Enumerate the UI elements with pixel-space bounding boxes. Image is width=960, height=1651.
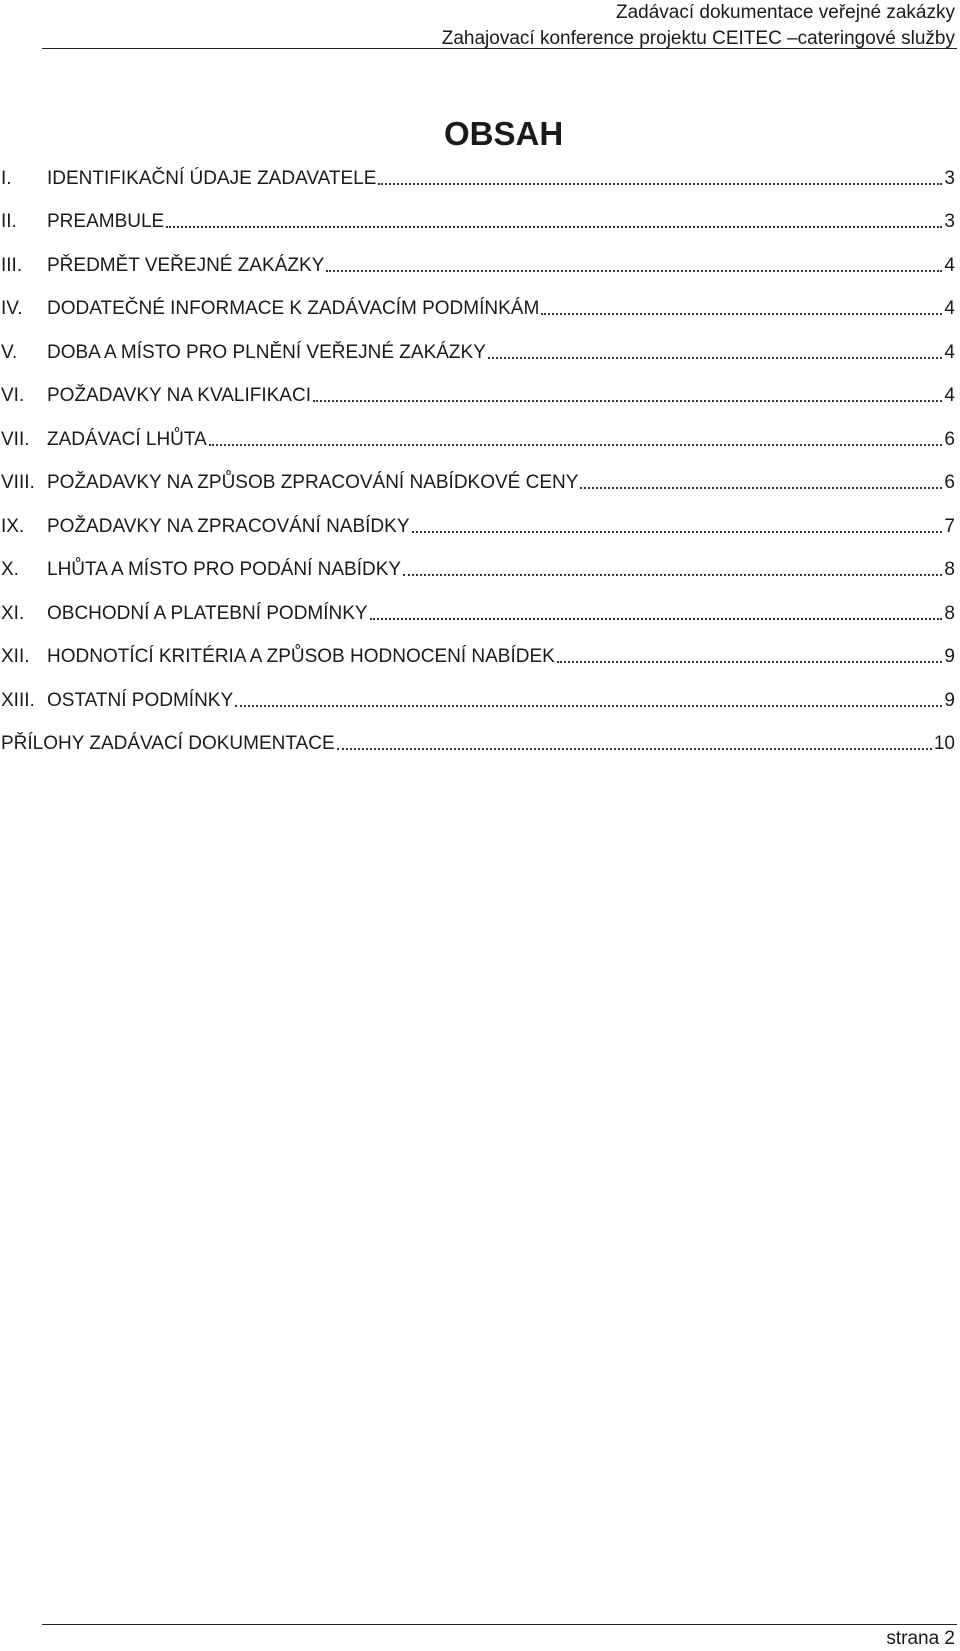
toc-entry-label: POŽADAVKY NA KVALIFIKACI bbox=[47, 385, 311, 407]
toc-entry-page: 4 bbox=[944, 298, 955, 320]
toc-dot-leader bbox=[488, 357, 943, 359]
toc-entry-number: XIII. bbox=[1, 689, 35, 711]
toc-entry-10[interactable] bbox=[0, 549, 955, 593]
toc-entry-page: 6 bbox=[944, 472, 955, 494]
toc-dot-leader bbox=[412, 531, 943, 533]
toc-entry-label: ZADÁVACÍ LHŮTA bbox=[47, 428, 207, 450]
toc-entry-number: VI. bbox=[1, 385, 25, 407]
toc-entry-1[interactable] bbox=[0, 157, 955, 201]
toc-entry-label: LHŮTA A MÍSTO PRO PODÁNÍ NABÍDKY bbox=[47, 559, 402, 581]
footer-divider bbox=[42, 1624, 957, 1625]
toc-entry-label: POŽADAVKY NA ZPŮSOB ZPRACOVÁNÍ NABÍDKOVÉ CENY bbox=[47, 472, 579, 494]
toc-entry-page: 4 bbox=[944, 385, 955, 407]
toc-entry-page: 9 bbox=[944, 646, 955, 668]
toc-entry-label: PREAMBULE bbox=[47, 211, 165, 233]
toc-dot-leader bbox=[580, 487, 942, 489]
toc-dot-leader bbox=[403, 574, 942, 576]
toc-entry-page: 10 bbox=[933, 733, 955, 755]
toc-entry-12[interactable] bbox=[0, 636, 955, 680]
toc-entry-4[interactable] bbox=[0, 288, 955, 332]
table-of-contents bbox=[0, 157, 955, 766]
toc-dot-leader bbox=[378, 183, 942, 185]
page-number: strana 2 bbox=[886, 1628, 955, 1649]
toc-entry-5[interactable] bbox=[0, 331, 955, 375]
toc-entry-page: 9 bbox=[944, 689, 955, 711]
toc-entry-label: IDENTIFIKAČNÍ ÚDAJE ZADAVATELE bbox=[47, 167, 377, 189]
toc-entry-label: PŘÍLOHY ZADÁVACÍ DOKUMENTACE bbox=[1, 733, 335, 755]
toc-entry-label: OBCHODNÍ A PLATEBNÍ PODMÍNKY bbox=[47, 602, 368, 624]
toc-entry-label: DOBA A MÍSTO PRO PLNĚNÍ VEŘEJNÉ ZAKÁZKY bbox=[47, 341, 486, 363]
toc-entry-page: 4 bbox=[944, 254, 955, 276]
toc-entry-number: I. bbox=[1, 167, 12, 189]
toc-entry-label: HODNOTÍCÍ KRITÉRIA A ZPŮSOB HODNOCENÍ NABÍDEK bbox=[47, 646, 555, 668]
header-project-title: Zahajovací konference projektu CEITEC –cateringové služby bbox=[441, 28, 955, 49]
toc-entry-page: 7 bbox=[944, 515, 955, 537]
toc-entry-3[interactable] bbox=[0, 244, 955, 288]
toc-entry-number: IX. bbox=[1, 515, 25, 537]
toc-entry-page: 8 bbox=[944, 602, 955, 624]
toc-entry-9[interactable] bbox=[0, 505, 955, 549]
toc-dot-leader bbox=[313, 400, 942, 402]
toc-dot-leader bbox=[235, 705, 942, 707]
toc-entry-number: XI. bbox=[1, 602, 25, 624]
toc-entry-label: PŘEDMĚT VEŘEJNÉ ZAKÁZKY bbox=[47, 254, 325, 276]
toc-dot-leader bbox=[337, 748, 932, 750]
toc-entry-number: II. bbox=[1, 211, 17, 233]
toc-entry-2[interactable] bbox=[0, 201, 955, 245]
toc-dot-leader bbox=[326, 270, 942, 272]
toc-dot-leader bbox=[557, 661, 943, 663]
toc-entry-page: 3 bbox=[944, 211, 955, 233]
toc-entry-7[interactable] bbox=[0, 418, 955, 462]
header-document-title: Zadávací dokumentace veřejné zakázky bbox=[615, 2, 955, 23]
toc-entry-number: VIII. bbox=[1, 472, 35, 494]
toc-title: OBSAH bbox=[444, 115, 564, 152]
toc-entry-appendix[interactable] bbox=[0, 723, 955, 767]
toc-entry-number: XII. bbox=[1, 646, 30, 668]
toc-entry-page: 6 bbox=[944, 428, 955, 450]
toc-entry-13[interactable] bbox=[0, 679, 955, 723]
toc-entry-label: OSTATNÍ PODMÍNKY bbox=[47, 689, 234, 711]
toc-entry-number: V. bbox=[1, 341, 18, 363]
toc-dot-leader bbox=[209, 444, 943, 446]
toc-entry-number: VII. bbox=[1, 428, 30, 450]
toc-entry-11[interactable] bbox=[0, 592, 955, 636]
toc-entry-label: DODATEČNÉ INFORMACE K ZADÁVACÍM PODMÍNKÁM bbox=[47, 298, 540, 320]
page-header bbox=[442, 0, 955, 52]
toc-entry-page: 8 bbox=[944, 559, 955, 581]
toc-entry-number: III. bbox=[1, 254, 23, 276]
toc-dot-leader bbox=[541, 313, 942, 315]
toc-entry-label: POŽADAVKY NA ZPRACOVÁNÍ NABÍDKY bbox=[47, 515, 410, 537]
toc-entry-page: 4 bbox=[944, 341, 955, 363]
toc-dot-leader bbox=[166, 226, 942, 228]
toc-entry-number: IV. bbox=[1, 298, 23, 320]
toc-entry-8[interactable] bbox=[0, 462, 955, 506]
header-divider bbox=[42, 48, 957, 49]
toc-entry-6[interactable] bbox=[0, 375, 955, 419]
toc-entry-page: 3 bbox=[944, 167, 955, 189]
toc-dot-leader bbox=[370, 618, 943, 620]
toc-entry-number: X. bbox=[1, 559, 19, 581]
